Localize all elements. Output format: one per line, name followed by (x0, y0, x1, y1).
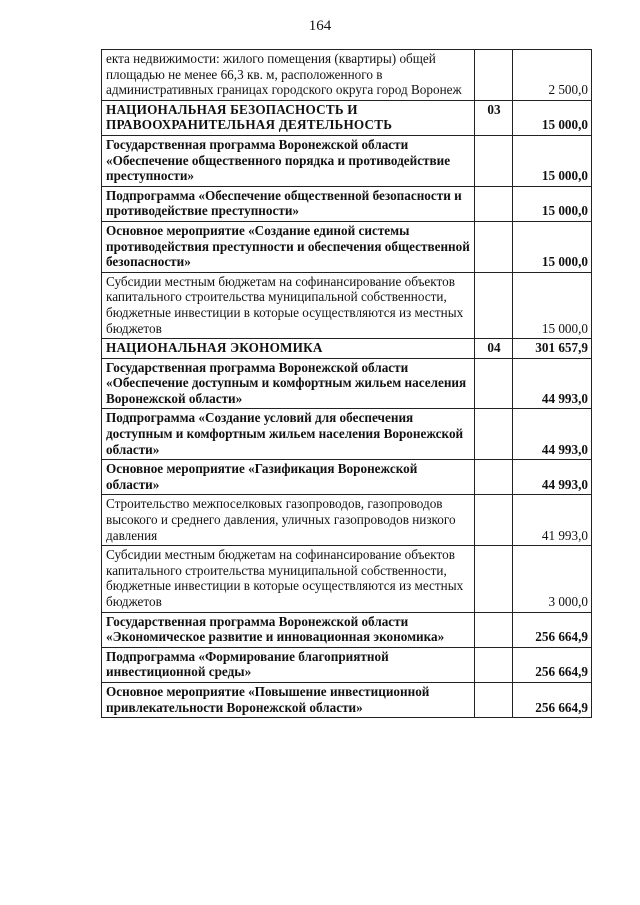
row-section-code (475, 409, 513, 460)
row-amount: 15 000,0 (513, 272, 592, 338)
row-amount: 44 993,0 (513, 409, 592, 460)
page-number: 164 (308, 18, 332, 34)
row-amount: 256 664,9 (513, 612, 592, 647)
row-section-code: 03 (475, 100, 513, 135)
row-section-code (475, 272, 513, 338)
table-row (102, 100, 592, 135)
row-description: Основное мероприятие «Газификация Воронежской области» (102, 460, 475, 495)
table-row (102, 339, 592, 359)
table-row (102, 186, 592, 221)
row-section-code: 04 (475, 339, 513, 359)
row-section-code (475, 135, 513, 186)
row-section-code (475, 495, 513, 546)
table-row (102, 682, 592, 717)
table-row (102, 358, 592, 409)
row-amount: 15 000,0 (513, 100, 592, 135)
row-description: Государственная программа Воронежской области «Обеспечение доступным и комфортным жильем населения Воронежской области» (102, 358, 475, 409)
row-amount: 256 664,9 (513, 647, 592, 682)
row-description: Подпрограмма «Создание условий для обеспечения доступным и комфортным жильем населения Воронежской области» (102, 409, 475, 460)
row-section-code (475, 460, 513, 495)
row-section-code (475, 647, 513, 682)
row-description: екта недвижимости: жилого помещения (квартиры) общей площадью не менее 66,3 кв. м, расположенного в административных границах городского округа город Воронеж (102, 50, 475, 101)
table-row (102, 460, 592, 495)
row-description: Строительство межпоселковых газопроводов, газопроводов высокого и среднего давления, уличных газопроводов низкого давления (102, 495, 475, 546)
row-amount: 15 000,0 (513, 135, 592, 186)
row-description: Подпрограмма «Обеспечение общественной безопасности и противодействие преступности» (102, 186, 475, 221)
row-section-code (475, 186, 513, 221)
row-section-code (475, 546, 513, 612)
budget-table (101, 49, 592, 718)
table-row (102, 647, 592, 682)
row-amount: 15 000,0 (513, 186, 592, 221)
row-amount: 2 500,0 (513, 50, 592, 101)
table-row (102, 135, 592, 186)
row-section-code (475, 50, 513, 101)
row-description: Основное мероприятие «Повышение инвестиционной привлекательности Воронежской области» (102, 682, 475, 717)
row-description: Субсидии местным бюджетам на софинансирование объектов капитального строительства муниципальной собственности, бюджетные инвестиции в которые осуществляются из местных бюджетов (102, 546, 475, 612)
table-row (102, 495, 592, 546)
row-description: Государственная программа Воронежской области «Обеспечение общественного порядка и противодействие преступности» (102, 135, 475, 186)
row-amount: 256 664,9 (513, 682, 592, 717)
table-row (102, 409, 592, 460)
row-description: НАЦИОНАЛЬНАЯ ЭКОНОМИКА (102, 339, 475, 359)
row-section-code (475, 358, 513, 409)
table-row (102, 546, 592, 612)
row-amount: 3 000,0 (513, 546, 592, 612)
row-amount: 15 000,0 (513, 221, 592, 272)
row-amount: 301 657,9 (513, 339, 592, 359)
row-description: Субсидии местным бюджетам на софинансирование объектов капитального строительства муниципальной собственности, бюджетные инвестиции в которые осуществляются из местных бюджетов (102, 272, 475, 338)
row-amount: 44 993,0 (513, 358, 592, 409)
table-row (102, 50, 592, 101)
row-description: Государственная программа Воронежской области «Экономическое развитие и инновационная экономика» (102, 612, 475, 647)
row-description: Основное мероприятие «Создание единой системы противодействия преступности и обеспечения общественной безопасности» (102, 221, 475, 272)
row-section-code (475, 221, 513, 272)
row-description: Подпрограмма «Формирование благоприятной инвестиционной среды» (102, 647, 475, 682)
table-row (102, 612, 592, 647)
row-description: НАЦИОНАЛЬНАЯ БЕЗОПАСНОСТЬ И ПРАВООХРАНИТЕЛЬНАЯ ДЕЯТЕЛЬНОСТЬ (102, 100, 475, 135)
row-amount: 41 993,0 (513, 495, 592, 546)
row-section-code (475, 682, 513, 717)
row-amount: 44 993,0 (513, 460, 592, 495)
table-row (102, 221, 592, 272)
table-row (102, 272, 592, 338)
row-section-code (475, 612, 513, 647)
